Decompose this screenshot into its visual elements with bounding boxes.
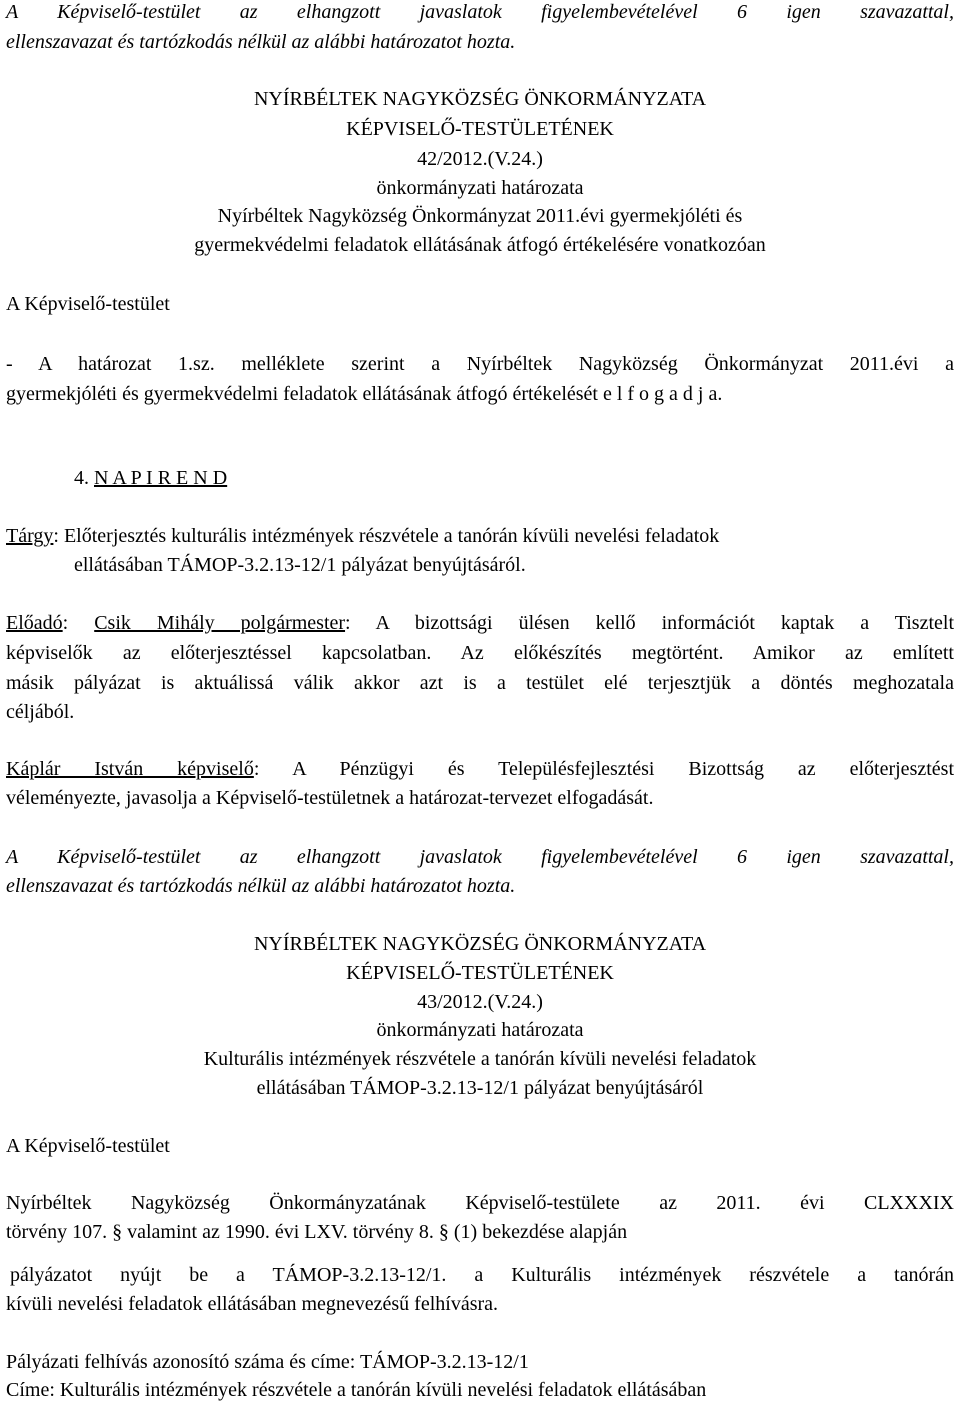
paragraph-line: kívüli nevelési feladatok ellátásában megnevezésű felhívásra. bbox=[6, 1293, 499, 1315]
resolution-heading: NYÍRBÉLTEK NAGYKÖZSÉG ÖNKORMÁNYZATA bbox=[253, 88, 707, 110]
resolution-number: 43/2012.(V.24.) bbox=[417, 991, 543, 1013]
agenda-heading bbox=[74, 466, 960, 490]
resolution-title: gyermekvédelmi feladatok ellátásának átfogó értékelésére vonatkozóan bbox=[194, 234, 766, 256]
resolution-title: Nyírbéltek Nagyközség Önkormányzat 2011.évi gyermekjóléti és bbox=[217, 205, 743, 227]
presenter-text: képviselők az előterjesztéssel kapcsolatban. Az előkészítés megtörtént. Amikor az említett bbox=[6, 642, 954, 664]
subject-line bbox=[6, 524, 954, 548]
resolution-heading: önkormányzati határozata bbox=[376, 177, 584, 199]
paragraph-line: törvény 107. § valamint az 1990. évi LXV. törvény 8. § (1) bekezdése alapján bbox=[6, 1221, 628, 1243]
resolution-title: ellátásában TÁMOP-3.2.13-12/1 pályázat benyújtásáról bbox=[256, 1077, 704, 1099]
separator: : bbox=[62, 612, 95, 634]
resolution-heading: önkormányzati határozata bbox=[376, 1019, 584, 1041]
resolution-title: Kulturális intézmények részvétele a tanórán kívüli nevelési feladatok bbox=[203, 1048, 757, 1070]
presenter-line bbox=[6, 611, 954, 635]
speaker-text: véleményezte, javasolja a Képviselő-testületnek a határozat-tervezet elfogadását. bbox=[6, 787, 654, 809]
resolution-text: - A határozat 1.sz. melléklete szerint a Nyírbéltek Nagyközség Önkormányzat 2011.évi a bbox=[6, 353, 954, 375]
paragraph-line: pályázatot nyújt be a TÁMOP-3.2.13-12/1. a Kulturális intézmények részvétele a tanórán bbox=[10, 1264, 954, 1286]
resolution-heading: KÉPVISELŐ-TESTÜLETÉNEK bbox=[346, 962, 614, 984]
vote-statement-line: A Képviselő-testület az elhangzott javaslatok figyelembevételével 6 igen szavazattal, bbox=[6, 1, 954, 23]
presenter-label: Előadó bbox=[6, 612, 63, 634]
speaker-line bbox=[6, 757, 954, 781]
vote-statement-line: ellenszavazat és tartózkodás nélkül az alábbi határozatot hozta. bbox=[6, 31, 516, 53]
resolution-heading: NYÍRBÉLTEK NAGYKÖZSÉG ÖNKORMÁNYZATA bbox=[253, 933, 707, 955]
paragraph-line: Pályázati felhívás azonosító száma és címe: TÁMOP-3.2.13-12/1 bbox=[6, 1351, 529, 1373]
speaker-name: Káplár István képviselő bbox=[6, 758, 254, 780]
subject-text: : Előterjesztés kulturális intézmények részvétele a tanórán kívüli nevelési feladatok bbox=[53, 525, 720, 547]
resolution-heading: KÉPVISELŐ-TESTÜLETÉNEK bbox=[346, 118, 614, 140]
agenda-label: N A P I R E N D bbox=[94, 467, 228, 489]
body-label: A Képviselő-testület bbox=[6, 1135, 170, 1157]
subject-label: Tárgy bbox=[6, 525, 54, 547]
resolution-number: 42/2012.(V.24.) bbox=[417, 148, 543, 170]
presenter-name: Csik Mihály polgármester bbox=[94, 612, 346, 634]
paragraph-line: Nyírbéltek Nagyközség Önkormányzatának Képviselő-testülete az 2011. évi CLXXXIX bbox=[6, 1192, 954, 1214]
presenter-text: : A bizottsági ülésen kellő információt kaptak a Tisztelt bbox=[345, 612, 955, 634]
vote-statement-line: A Képviselő-testület az elhangzott javaslatok figyelembevételével 6 igen szavazattal, bbox=[6, 846, 954, 868]
resolution-text: gyermekjóléti és gyermekvédelmi feladatok ellátásának átfogó értékelését e l f o g a d j a. bbox=[6, 383, 723, 405]
speaker-text: : A Pénzügyi és Településfejlesztési Bizottság az előterjesztést bbox=[253, 758, 954, 780]
presenter-text: másik pályázat is aktuálissá válik akkor azt is a testület elé terjesztjük a döntés meghozatala bbox=[6, 672, 954, 694]
body-label: A Képviselő-testület bbox=[6, 293, 170, 315]
presenter-text: céljából. bbox=[6, 701, 75, 723]
paragraph-line: Címe: Kulturális intézmények részvétele a tanórán kívüli nevelési feladatok ellátásában bbox=[6, 1379, 707, 1401]
subject-text: ellátásában TÁMOP-3.2.13-12/1 pályázat benyújtásáról. bbox=[74, 554, 526, 576]
agenda-number: 4. bbox=[74, 467, 89, 489]
vote-statement-line: ellenszavazat és tartózkodás nélkül az alábbi határozatot hozta. bbox=[6, 875, 516, 897]
